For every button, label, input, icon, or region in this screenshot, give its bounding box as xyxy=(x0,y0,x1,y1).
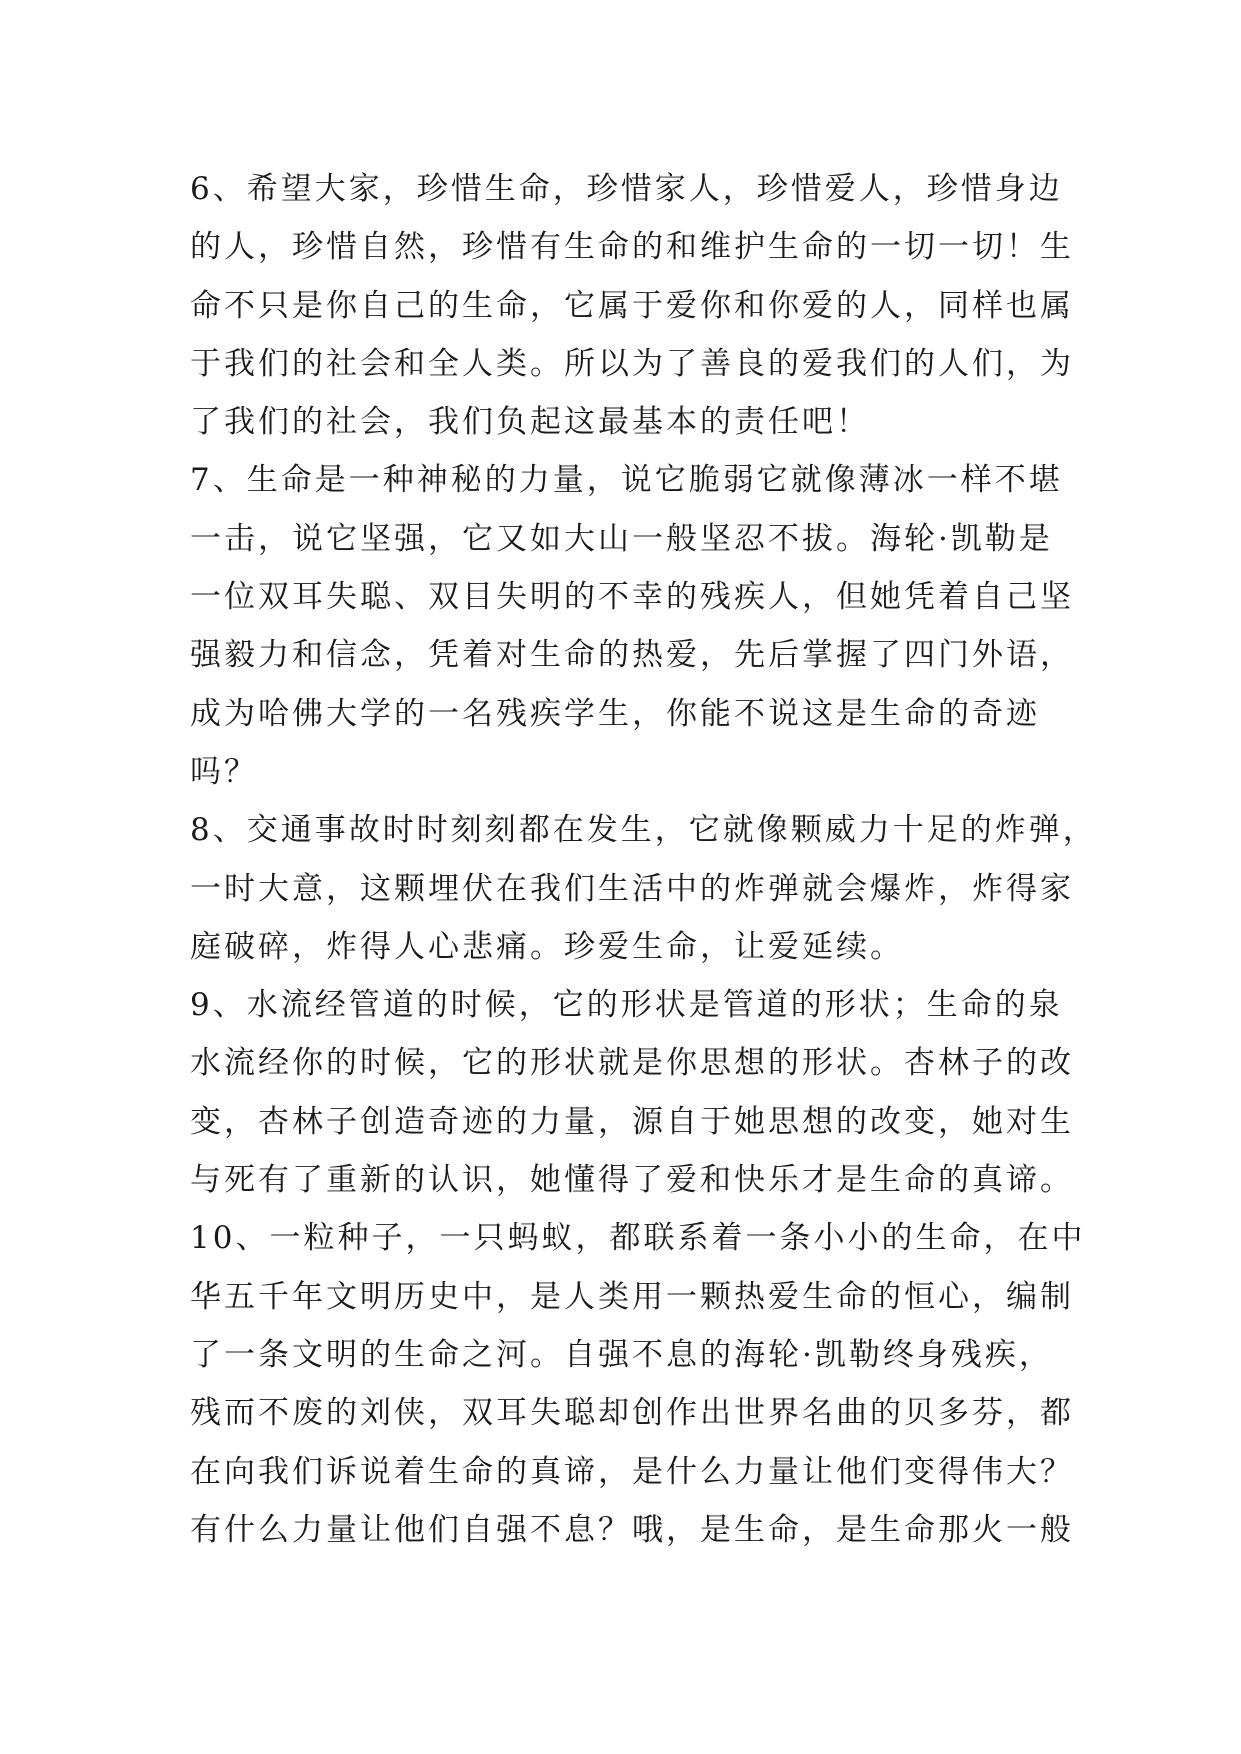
text-line: 8、交通事故时时刻刻都在发生，它就像颗威力十足的炸弹， xyxy=(190,812,1097,849)
text-line: 残而不废的刘侠，双耳失聪却创作出世界名曲的贝多芬，都 xyxy=(190,1395,1074,1432)
text-line: 成为哈佛大学的一名残疾学生，你能不说这是生命的奇迹 xyxy=(190,695,1040,732)
text-line: 一位双耳失聪、双目失明的不幸的残疾人，但她凭着自己坚 xyxy=(190,579,1074,616)
text-line: 6、希望大家，珍惜生命，珍惜家人，珍惜爱人，珍惜身边 xyxy=(190,171,1063,207)
text-line: 了我们的社会，我们负起这最基本的责任吧！ xyxy=(190,404,870,441)
text-line: 的人，珍惜自然，珍惜有生命的和维护生命的一切一切！生 xyxy=(190,229,1074,266)
text-line: 10、一粒种子，一只蚂蚁，都联系着一条小小的生命，在中 xyxy=(190,1220,1086,1257)
text-line: 7、生命是一种神秘的力量，说它脆弱它就像薄冰一样不堪 xyxy=(190,462,1063,499)
text-line: 强毅力和信念，凭着对生命的热爱，先后掌握了四门外语， xyxy=(190,637,1074,674)
text-line: 庭破碎，炸得人心悲痛。珍爱生命，让爱延续。 xyxy=(190,928,904,965)
text-line: 了一条文明的生命之河。自强不息的海轮·凯勒终身残疾， xyxy=(190,1336,1053,1373)
text-line: 9、水流经管道的时候，它的形状是管道的形状；生命的泉 xyxy=(190,987,1063,1024)
text-line: 一时大意，这颗埋伏在我们生活中的炸弹就会爆炸，炸得家 xyxy=(190,870,1074,907)
text-line: 命不只是你自己的生命，它属于爱你和你爱的人，同样也属 xyxy=(190,287,1074,324)
text-line: 一击，说它坚强，它又如大山一般坚忍不拔。海轮·凯勒是 xyxy=(190,520,1053,557)
document-body xyxy=(190,160,1097,1559)
text-line: 变，杏林子创造奇迹的力量，源自于她思想的改变，她对生 xyxy=(190,1103,1074,1140)
text-line: 吗？ xyxy=(190,753,258,790)
text-line: 华五千年文明历史中，是人类用一颗热爱生命的恒心，编制 xyxy=(190,1278,1074,1315)
text-line: 水流经你的时候，它的形状就是你思想的形状。杏林子的改 xyxy=(190,1045,1074,1082)
text-line: 有什么力量让他们自强不息？哦，是生命，是生命那火一般 xyxy=(190,1511,1074,1548)
text-line: 于我们的社会和全人类。所以为了善良的爱我们的人们，为 xyxy=(190,345,1074,382)
text-line: 与死有了重新的认识，她懂得了爱和快乐才是生命的真谛。 xyxy=(190,1162,1074,1199)
text-line: 在向我们诉说着生命的真谛，是什么力量让他们变得伟大？ xyxy=(190,1453,1074,1490)
